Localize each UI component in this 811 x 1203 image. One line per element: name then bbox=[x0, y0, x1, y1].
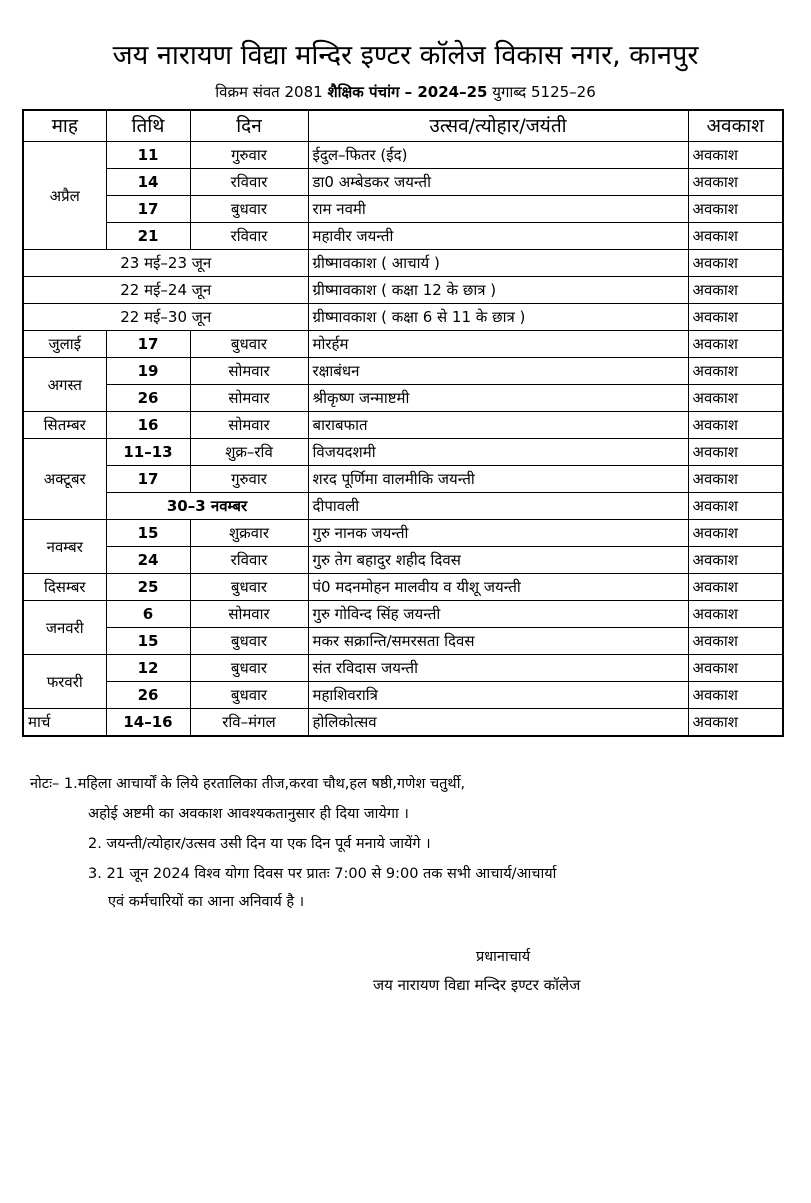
subtitle-samvat: विक्रम संवत 2081 bbox=[215, 83, 328, 101]
date-cell: 26 bbox=[106, 385, 190, 412]
leave-cell: अवकाश bbox=[688, 493, 783, 520]
header-leave: अवकाश bbox=[688, 110, 783, 142]
date-cell: 14 bbox=[106, 169, 190, 196]
date-cell: 16 bbox=[106, 412, 190, 439]
day-cell: शुक्रवार bbox=[190, 520, 308, 547]
festival-cell: श्रीकृष्ण जन्माष्टमी bbox=[308, 385, 688, 412]
festival-cell: राम नवमी bbox=[308, 196, 688, 223]
leave-cell: अवकाश bbox=[688, 196, 783, 223]
header-month: माह bbox=[23, 110, 106, 142]
date-cell: 24 bbox=[106, 547, 190, 574]
table-row bbox=[23, 223, 783, 250]
leave-cell: अवकाश bbox=[688, 682, 783, 709]
leave-cell: अवकाश bbox=[688, 709, 783, 737]
festival-cell: विजयदशमी bbox=[308, 439, 688, 466]
date-cell: 17 bbox=[106, 196, 190, 223]
table-row bbox=[23, 412, 783, 439]
festival-cell: शरद पूर्णिमा वालमीकि जयन्ती bbox=[308, 466, 688, 493]
day-cell: गुरुवार bbox=[190, 466, 308, 493]
festival-cell: गुरु तेग बहादुर शहीद दिवस bbox=[308, 547, 688, 574]
date-cell: 15 bbox=[106, 628, 190, 655]
table-row bbox=[23, 628, 783, 655]
leave-cell: अवकाश bbox=[688, 466, 783, 493]
day-cell: बुधवार bbox=[190, 628, 308, 655]
festival-cell: दीपावली bbox=[308, 493, 688, 520]
day-cell: रविवार bbox=[190, 223, 308, 250]
month-cell: अक्टूबर bbox=[23, 439, 106, 520]
festival-cell: गुरु गोविन्द सिंह जयन्ती bbox=[308, 601, 688, 628]
festival-cell: ग्रीष्मावकाश ( कक्षा 6 से 11 के छात्र ) bbox=[308, 304, 688, 331]
leave-cell: अवकाश bbox=[688, 574, 783, 601]
table-row bbox=[23, 547, 783, 574]
note-line-2: अहोई अष्टमी का अवकाश आवश्यकतानुसार ही दिया जायेगा । bbox=[88, 806, 409, 822]
subtitle-yugabd: युगाब्द 5125–26 bbox=[487, 83, 596, 101]
month-cell: नवम्बर bbox=[23, 520, 106, 574]
leave-cell: अवकाश bbox=[688, 142, 783, 169]
note-line-5: एवं कर्मचारियों का आना अनिवार्य है । bbox=[108, 894, 305, 910]
note-line-4: 3. 21 जून 2024 विश्व योगा दिवस पर प्रातः 7:00 से 9:00 तक सभी आचार्य/आचार्या bbox=[88, 866, 557, 882]
leave-cell: अवकाश bbox=[688, 547, 783, 574]
institution-name: जय नारायण विद्या मन्दिर इण्टर कॉलेज bbox=[373, 976, 581, 994]
leave-cell: अवकाश bbox=[688, 601, 783, 628]
table-row bbox=[23, 385, 783, 412]
table-header-row bbox=[23, 110, 783, 142]
day-cell: बुधवार bbox=[190, 655, 308, 682]
day-cell: सोमवार bbox=[190, 358, 308, 385]
month-cell: जनवरी bbox=[23, 601, 106, 655]
table-row bbox=[23, 169, 783, 196]
month-cell: जुलाई bbox=[23, 331, 106, 358]
header-festival: उत्सव/त्योहार/जयंती bbox=[308, 110, 688, 142]
leave-cell: अवकाश bbox=[688, 439, 783, 466]
table-row bbox=[23, 277, 783, 304]
festival-cell: ग्रीष्मावकाश ( आचार्य ) bbox=[308, 250, 688, 277]
date-cell: 11–13 bbox=[106, 439, 190, 466]
festival-cell: ईदुल–फितर (ईद) bbox=[308, 142, 688, 169]
holiday-table bbox=[22, 109, 784, 737]
note-line-1: नोटः– 1.महिला आचार्यों के लिये हरतालिका तीज,करवा चौथ,हल षष्ठी,गणेश चतुर्थी, bbox=[30, 776, 466, 792]
calendar-subtitle bbox=[0, 82, 811, 102]
table-row bbox=[23, 250, 783, 277]
leave-cell: अवकाश bbox=[688, 331, 783, 358]
month-cell: अगस्त bbox=[23, 358, 106, 412]
day-cell: रविवार bbox=[190, 547, 308, 574]
festival-cell: ग्रीष्मावकाश ( कक्षा 12 के छात्र ) bbox=[308, 277, 688, 304]
note-line-3: 2. जयन्ती/त्योहार/उत्सव उसी दिन या एक दिन पूर्व मनाये जायेंगे । bbox=[88, 836, 431, 852]
table-row bbox=[23, 439, 783, 466]
leave-cell: अवकाश bbox=[688, 628, 783, 655]
day-cell: बुधवार bbox=[190, 682, 308, 709]
day-cell: रविवार bbox=[190, 169, 308, 196]
date-range-cell: 22 मई–30 जून bbox=[23, 304, 308, 331]
leave-cell: अवकाश bbox=[688, 223, 783, 250]
leave-cell: अवकाश bbox=[688, 250, 783, 277]
date-cell: 19 bbox=[106, 358, 190, 385]
month-cell: दिसम्बर bbox=[23, 574, 106, 601]
page-title: जय नारायण विद्या मन्दिर इण्टर कॉलेज विकास नगर, कानपुर bbox=[112, 40, 699, 71]
leave-cell: अवकाश bbox=[688, 277, 783, 304]
day-cell: सोमवार bbox=[190, 385, 308, 412]
month-cell: मार्च bbox=[23, 709, 106, 737]
festival-cell: मकर सक्रान्ति/समरसता दिवस bbox=[308, 628, 688, 655]
festival-cell: बाराबफात bbox=[308, 412, 688, 439]
festival-cell: संत रविदास जयन्ती bbox=[308, 655, 688, 682]
festival-cell: मोरर्हम bbox=[308, 331, 688, 358]
month-cell: फरवरी bbox=[23, 655, 106, 709]
day-cell: बुधवार bbox=[190, 331, 308, 358]
day-cell: सोमवार bbox=[190, 412, 308, 439]
festival-cell: डा0 अम्बेडकर जयन्ती bbox=[308, 169, 688, 196]
date-range-cell: 23 मई–23 जून bbox=[23, 250, 308, 277]
leave-cell: अवकाश bbox=[688, 169, 783, 196]
leave-cell: अवकाश bbox=[688, 358, 783, 385]
table-row bbox=[23, 331, 783, 358]
day-cell: बुधवार bbox=[190, 574, 308, 601]
leave-cell: अवकाश bbox=[688, 655, 783, 682]
festival-cell: महाशिवरात्रि bbox=[308, 682, 688, 709]
date-cell: 26 bbox=[106, 682, 190, 709]
table-row bbox=[23, 196, 783, 223]
table-row bbox=[23, 601, 783, 628]
table-row bbox=[23, 682, 783, 709]
table-row bbox=[23, 574, 783, 601]
table-row bbox=[23, 466, 783, 493]
principal-designation: प्रधानाचार्य bbox=[476, 949, 531, 965]
date-cell: 11 bbox=[106, 142, 190, 169]
leave-cell: अवकाश bbox=[688, 412, 783, 439]
festival-cell: गुरु नानक जयन्ती bbox=[308, 520, 688, 547]
month-cell: अप्रैल bbox=[23, 142, 106, 250]
date-cell: 15 bbox=[106, 520, 190, 547]
festival-cell: होलिकोत्सव bbox=[308, 709, 688, 737]
day-cell: गुरुवार bbox=[190, 142, 308, 169]
table-row bbox=[23, 520, 783, 547]
table-row bbox=[23, 709, 783, 737]
subtitle-session: शैक्षिक पंचांग – 2024–25 bbox=[327, 83, 488, 101]
day-cell: रवि–मंगल bbox=[190, 709, 308, 737]
date-cell: 17 bbox=[106, 466, 190, 493]
month-cell: सितम्बर bbox=[23, 412, 106, 439]
table-row bbox=[23, 655, 783, 682]
date-cell: 25 bbox=[106, 574, 190, 601]
table-row bbox=[23, 493, 783, 520]
leave-cell: अवकाश bbox=[688, 304, 783, 331]
header-day: दिन bbox=[190, 110, 308, 142]
table-row bbox=[23, 358, 783, 385]
date-cell: 12 bbox=[106, 655, 190, 682]
date-cell: 14–16 bbox=[106, 709, 190, 737]
leave-cell: अवकाश bbox=[688, 385, 783, 412]
date-cell: 6 bbox=[106, 601, 190, 628]
festival-cell: रक्षाबंधन bbox=[308, 358, 688, 385]
day-cell: शुक्र–रवि bbox=[190, 439, 308, 466]
leave-cell: अवकाश bbox=[688, 520, 783, 547]
date-cell: 17 bbox=[106, 331, 190, 358]
day-cell: सोमवार bbox=[190, 601, 308, 628]
festival-cell: पं0 मदनमोहन मालवीय व यीशू जयन्ती bbox=[308, 574, 688, 601]
table-row bbox=[23, 304, 783, 331]
date-cell: 21 bbox=[106, 223, 190, 250]
table-row bbox=[23, 142, 783, 169]
header-date: तिथि bbox=[106, 110, 190, 142]
date-range-cell: 30–3 नवम्बर bbox=[106, 493, 308, 520]
day-cell: बुधवार bbox=[190, 196, 308, 223]
festival-cell: महावीर जयन्ती bbox=[308, 223, 688, 250]
date-range-cell: 22 मई–24 जून bbox=[23, 277, 308, 304]
